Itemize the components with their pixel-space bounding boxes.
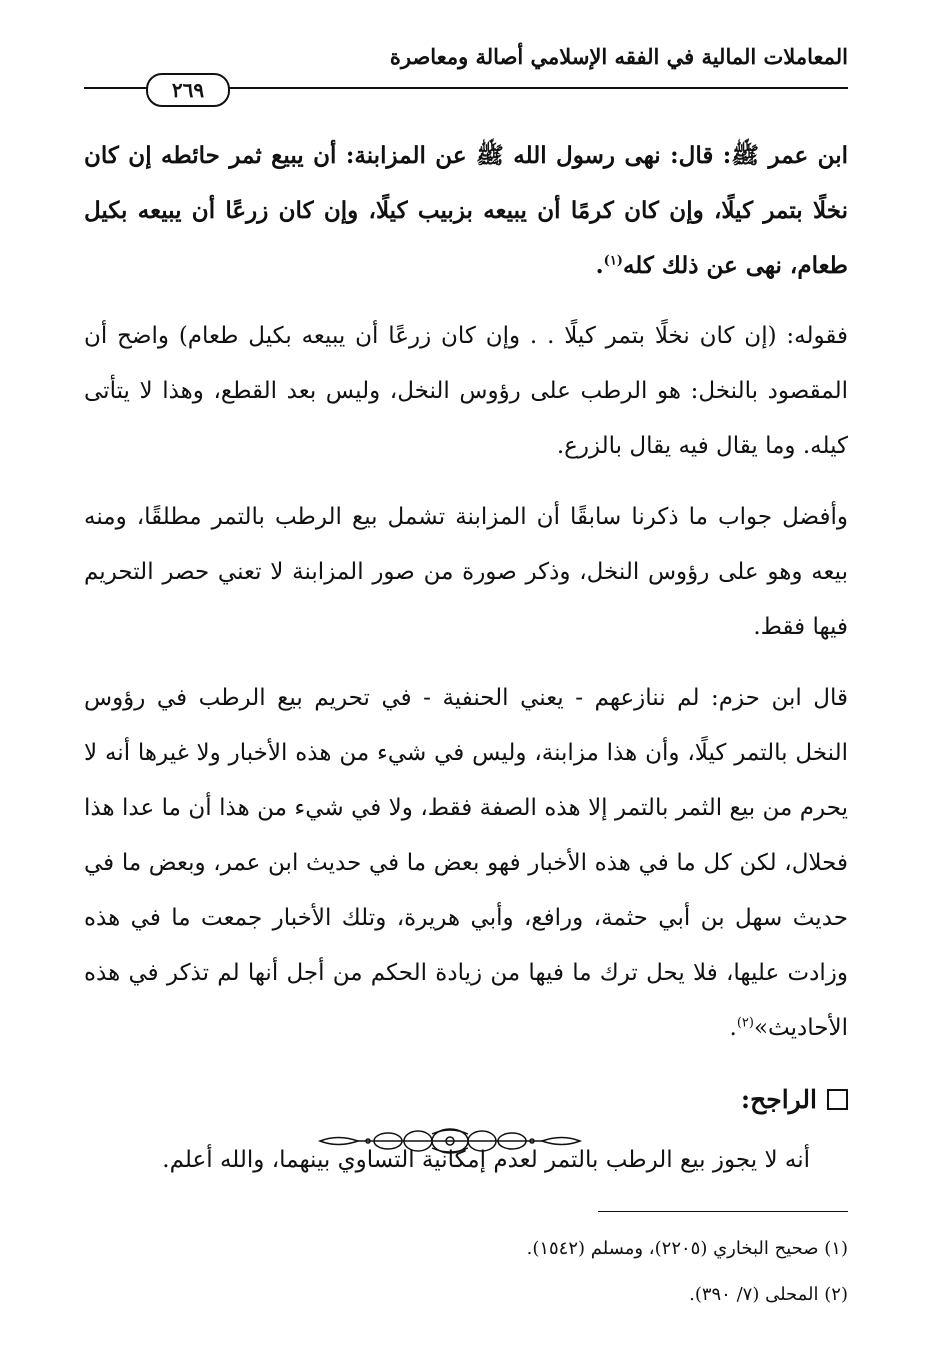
footnote-rule xyxy=(598,1211,848,1212)
paragraph-text: ابن عمر ﷺ: قال: نهى رسول الله ﷺ عن المزابنة: أن يبيع ثمر حائطه إن كان نخلًا بتمر كيلًا، وإن كان كرمًا أن يبيعه بزبيب كيلًا، وإن كان زرعًا أن يبيعه بكيل طعام، نهى عن ذلك كله xyxy=(84,142,848,279)
paragraph-text: فقوله: (إن كان نخلًا بتمر كيلًا . . وإن كان زرعًا أن يبيعه بكيل طعام) واضح أن المقصود بالنخل: هو الرطب على رؤوس النخل، وليس بعد القطع، وهذا لا يتأتى كيله. وما يقال فيه يقال بالزرع. xyxy=(84,323,848,459)
footnote-ref-1[interactable]: (١) xyxy=(603,253,623,269)
body-text xyxy=(84,128,848,1188)
paragraph-explanation xyxy=(84,309,848,474)
paragraph-hadith xyxy=(84,128,848,293)
paragraph-text: وأفضل جواب ما ذكرنا سابقًا أن المزابنة تشمل بيع الرطب بالتمر مطلقًا، ومنه بيعه وهو على رؤوس النخل، وذكر صورة من صور المزابنة لا تعني حصر التحريم فيها فقط. xyxy=(84,504,848,640)
ornament-divider-icon xyxy=(318,1126,582,1156)
header-rule-tail xyxy=(84,87,146,89)
footnote-ref-2[interactable]: (٢) xyxy=(736,1015,754,1031)
footnote-2: (٢) المحلى (٧/ ٣٩٠). xyxy=(689,1284,848,1305)
footnotes xyxy=(84,1226,848,1318)
square-bullet-icon xyxy=(827,1089,848,1110)
paragraph-ibn-hazm xyxy=(84,671,848,1056)
section-heading-text: الراجح: xyxy=(740,1085,817,1114)
running-title: المعاملات المالية في الفقه الإسلامي أصالة ومعاصرة xyxy=(389,44,848,69)
paragraph-answer xyxy=(84,490,848,655)
section-heading xyxy=(84,1072,848,1127)
paragraph-text: قال ابن حزم: لم ننازعهم - يعني الحنفية - في تحريم بيع الرطب في رؤوس النخل بالتمر كيلًا، وأن هذا مزابنة، وليس في شيء من هذه الأخبار ولا غيرها أنه لا يحرم من بيع الثمر بالتمر إلا هذه الصفة فقط، ولا في شيء من هذا أن ما عدا هذا فحلال، لكن كل ما في هذه الأخبار فهو بعض ما في حديث ابن عمر، وبعض ما في حديث سهل بن أبي حثمة، ورافع، وأبي هريرة، وتلك الأخبار جمعت ما في هذه وزادت عليها، فلا يحل ترك ما فيها من زيادة الحكم من أجل أنها لم تذكر في هذه الأحاديث» xyxy=(84,685,848,1041)
paragraph-tail: . xyxy=(729,1015,737,1041)
conclusion-text: أنه لا يجوز بيع الرطب بالتمر لعدم إمكانية التساوي بينهما، والله أعلم. xyxy=(162,1147,810,1173)
footnote-1: (١) صحيح البخاري (٢٢٠٥)، ومسلم (١٥٤٢). xyxy=(526,1238,848,1259)
paragraph-tail: . xyxy=(595,252,604,279)
page-number: ٢٦٩ xyxy=(146,73,230,107)
